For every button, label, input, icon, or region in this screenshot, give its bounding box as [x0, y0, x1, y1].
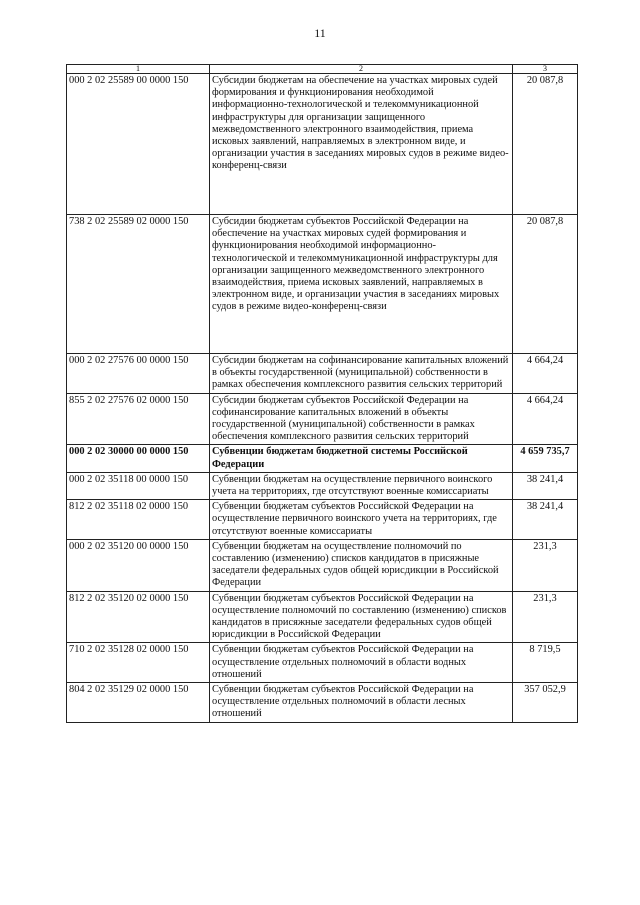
header-row — [67, 65, 578, 74]
table-row — [67, 74, 578, 215]
row-amount: 4 664,24 — [513, 354, 578, 394]
row-code: 000 2 02 25589 00 0000 150 — [67, 74, 210, 215]
row-name: Субвенции бюджетам субъектов Российской Федерации на осуществление полномочий по составлению (изменению) списков кандидатов в присяжные заседатели федеральных судов общей юрисдикции в Российской Федерации — [210, 591, 513, 643]
row-code: 738 2 02 25589 02 0000 150 — [67, 215, 210, 354]
row-amount: 357 052,9 — [513, 683, 578, 723]
row-amount: 4 659 735,7 — [513, 445, 578, 472]
row-amount: 20 087,8 — [513, 215, 578, 354]
row-name: Субвенции бюджетам субъектов Российской Федерации на осуществление отдельных полномочий в области лесных отношений — [210, 683, 513, 723]
row-code: 812 2 02 35118 02 0000 150 — [67, 500, 210, 540]
row-name: Субвенции бюджетам субъектов Российской Федерации на осуществление отдельных полномочий в области водных отношений — [210, 643, 513, 683]
row-amount: 38 241,4 — [513, 472, 578, 499]
table-row — [67, 643, 578, 683]
column-header-code: 1 — [67, 65, 210, 74]
row-code: 000 2 02 30000 00 0000 150 — [67, 445, 210, 472]
row-code: 000 2 02 35120 00 0000 150 — [67, 539, 210, 591]
row-code: 710 2 02 35128 02 0000 150 — [67, 643, 210, 683]
column-header-name: 2 — [210, 65, 513, 74]
row-code: 804 2 02 35129 02 0000 150 — [67, 683, 210, 723]
table-row — [67, 591, 578, 643]
row-name: Субсидии бюджетам субъектов Российской Федерации на обеспечение на участках мировых судей формирования и функционирования необходимой информационно-технологической и телекоммуникационной инфраструктуры для организации защищенного межведомственного электронного взаимодействия, приема исковых заявлений, направляемых в электронном виде, и организации участия в заседаниях мировых судов в режиме видео-конференц-связи — [210, 215, 513, 354]
page-number: 11 — [314, 26, 326, 40]
row-amount: 20 087,8 — [513, 74, 578, 215]
table-row — [67, 683, 578, 723]
row-amount: 231,3 — [513, 591, 578, 643]
row-name: Субсидии бюджетам на обеспечение на участках мировых судей формирования и функционирования необходимой информационно-технологической и телекоммуникационной инфраструктуры для организации защищенного межведомственного электронного взаимодействия, приема исковых заявлений, направляемых в электронном виде, и организации участия в заседаниях мировых судов в режиме видео-конференц-связи — [210, 74, 513, 215]
budget-table — [66, 64, 578, 723]
table-row — [67, 354, 578, 394]
row-code: 000 2 02 27576 00 0000 150 — [67, 354, 210, 394]
row-name: Субвенции бюджетам субъектов Российской Федерации на осуществление первичного воинского учета на территориях, где отсутствуют военные комиссариаты — [210, 500, 513, 540]
row-code: 812 2 02 35120 02 0000 150 — [67, 591, 210, 643]
row-amount: 4 664,24 — [513, 393, 578, 445]
table-body — [67, 74, 578, 723]
table-row — [67, 393, 578, 445]
table-row-total — [67, 445, 578, 472]
column-header-amount: 3 — [513, 65, 578, 74]
table-row — [67, 539, 578, 591]
row-code: 000 2 02 35118 00 0000 150 — [67, 472, 210, 499]
row-name: Субвенции бюджетам бюджетной системы Российской Федерации — [210, 445, 513, 472]
table-header — [67, 65, 578, 74]
row-amount: 38 241,4 — [513, 500, 578, 540]
row-name: Субсидии бюджетам на софинансирование капитальных вложений в объекты государственной (муниципальной) собственности в рамках обеспечения комплексного развития сельских территорий — [210, 354, 513, 394]
row-name: Субвенции бюджетам на осуществление полномочий по составлению (изменению) списков кандидатов в присяжные заседатели федеральных судов общей юрисдикции в Российской Федерации — [210, 539, 513, 591]
row-name: Субвенции бюджетам на осуществление первичного воинского учета на территориях, где отсутствуют военные комиссариаты — [210, 472, 513, 499]
row-name: Субсидии бюджетам субъектов Российской Федерации на софинансирование капитальных вложений в объекты государственной (муниципальной) собственности в рамках обеспечения комплексного развития сельских территорий — [210, 393, 513, 445]
row-amount: 8 719,5 — [513, 643, 578, 683]
table-row — [67, 500, 578, 540]
row-code: 855 2 02 27576 02 0000 150 — [67, 393, 210, 445]
table-row — [67, 215, 578, 354]
table-row — [67, 472, 578, 499]
row-amount: 231,3 — [513, 539, 578, 591]
